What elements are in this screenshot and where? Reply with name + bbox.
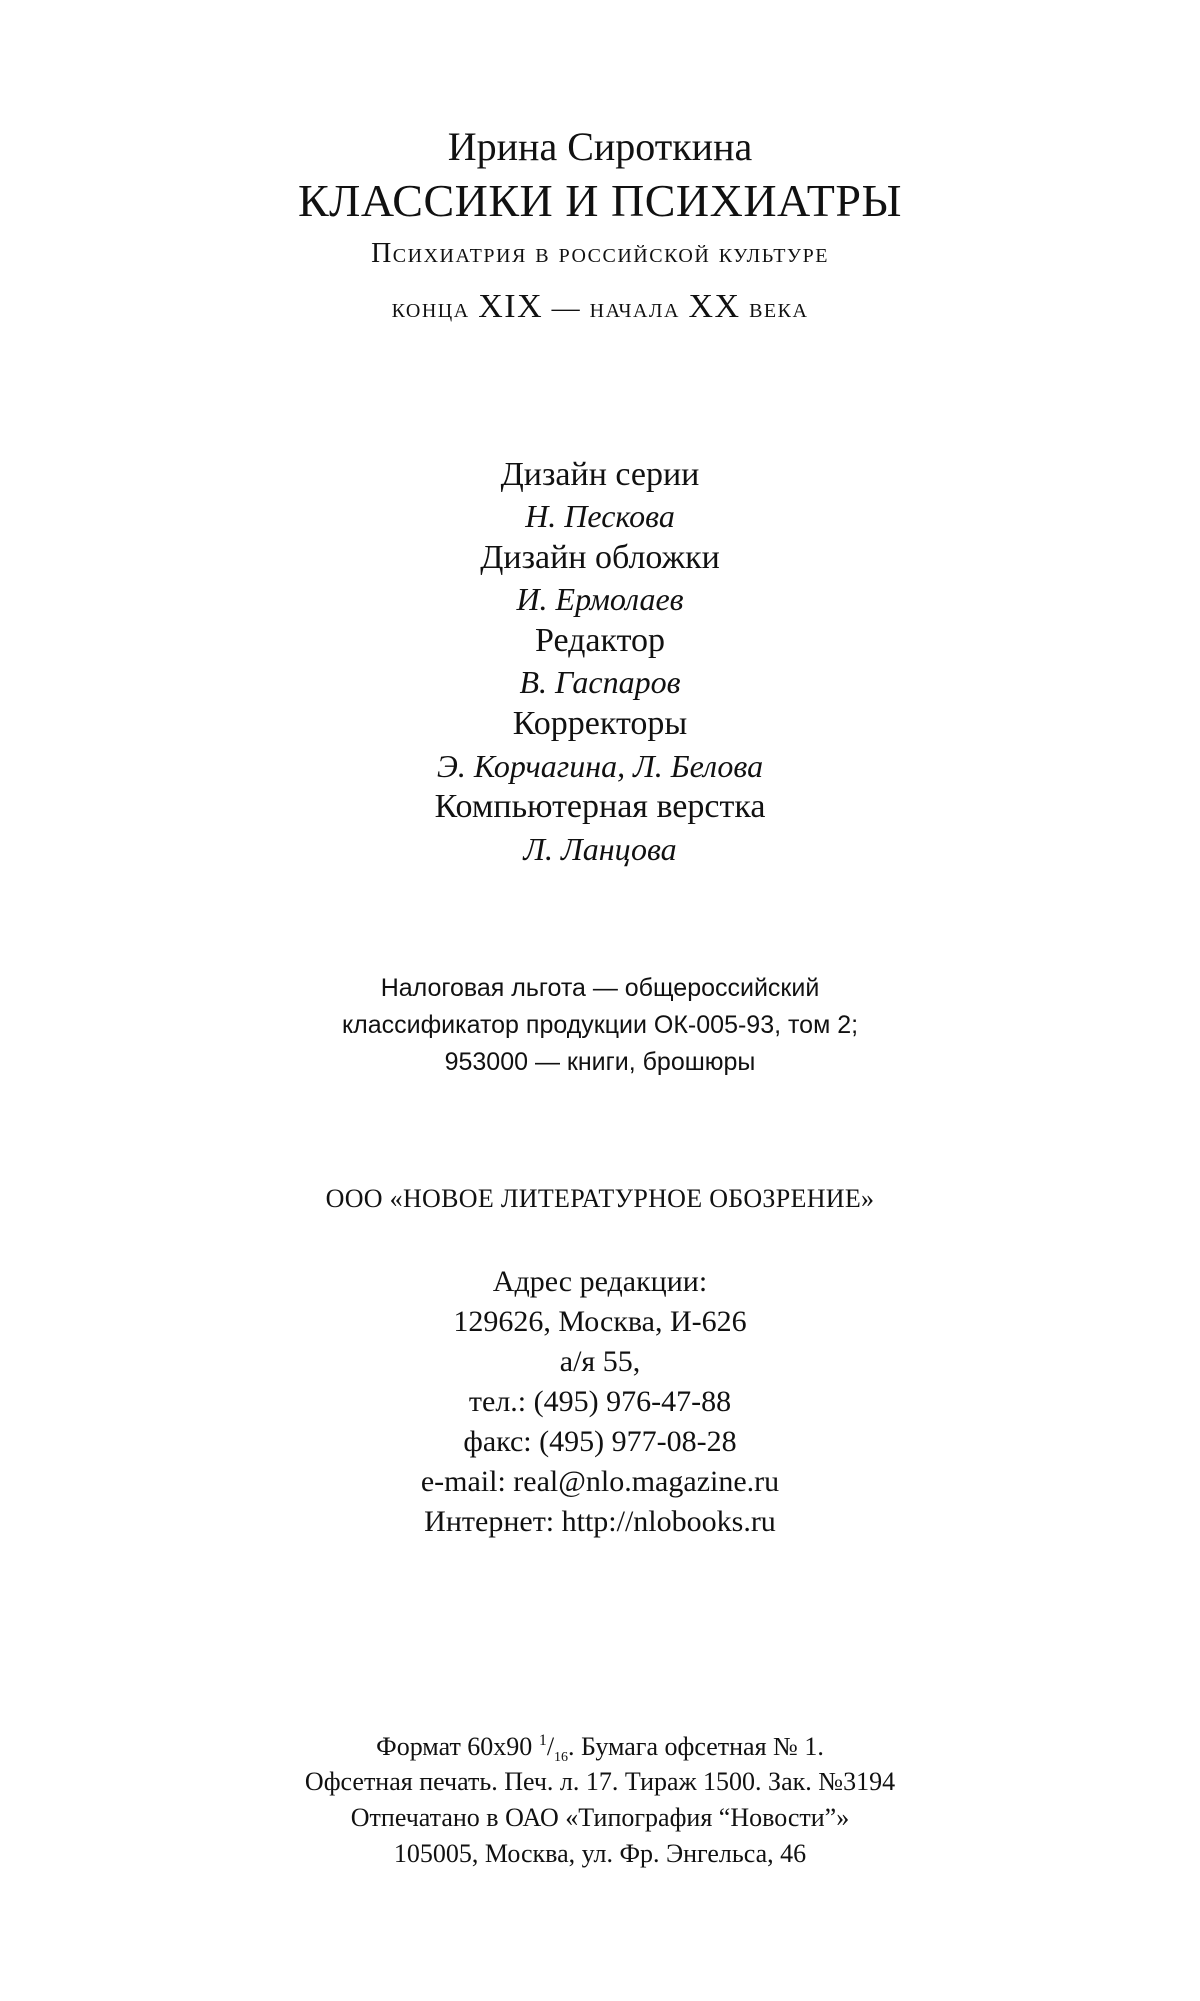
book-subtitle-line-1: Психиатрия в российской культуре [371, 238, 829, 269]
credit-name: В. Гаспаров [519, 664, 681, 700]
format-fraction-numerator: 1 [538, 1732, 547, 1749]
credit-role: Дизайн серии [500, 456, 700, 493]
credit-name: Н. Пескова [525, 498, 675, 534]
credit-role: Дизайн обложки [480, 539, 720, 576]
credit-name: Л. Ланцова [523, 831, 677, 867]
format-fraction-slash: / [546, 1732, 555, 1761]
credit-role: Компьютерная верстка [434, 788, 766, 825]
address-line: Интернет: http://nlobooks.ru [424, 1505, 776, 1538]
address-line: Адрес редакции: [492, 1265, 708, 1298]
subtitle-century-20: XX [688, 288, 741, 325]
imprint-line [0, 1733, 1200, 1765]
author-name: Ирина Сироткина [447, 124, 753, 169]
imprint-line: Офсетная печать. Печ. л. 17. Тираж 1500. Зак. №3194 [304, 1767, 896, 1796]
imprint-paper: . Бумага офсетная № 1. [568, 1732, 824, 1761]
imprint-line: 105005, Москва, ул. Фр. Энгельса, 46 [393, 1839, 807, 1868]
credit-role: Редактор [535, 622, 665, 659]
tax-note-line: классификатор продукции ОК-005-93, том 2; [341, 1011, 859, 1039]
address-line: e-mail: real@nlo.magazine.ru [420, 1465, 780, 1498]
subtitle-century-19: XIX [478, 288, 544, 325]
publisher-name: ООО «НОВОЕ ЛИТЕРАТУРНОЕ ОБОЗРЕНИЕ» [325, 1184, 875, 1213]
format-fraction-denominator: 16 [554, 1750, 569, 1765]
book-subtitle-line-2 [0, 290, 1200, 324]
credit-role: Корректоры [512, 705, 688, 742]
address-line: а/я 55, [559, 1345, 641, 1378]
subtitle-part: века [749, 293, 809, 324]
address-line: факс: (495) 977-08-28 [463, 1425, 737, 1458]
imprint-format: Формат 60x90 [376, 1732, 533, 1761]
subtitle-part: — начала [551, 293, 680, 324]
imprint-line: Отпечатано в ОАО «Типография “Новости”» [350, 1803, 850, 1832]
tax-note-line: Налоговая льгота — общероссийский [380, 974, 820, 1002]
address-line: 129626, Москва, И-626 [453, 1305, 747, 1338]
credit-name: И. Ермолаев [516, 581, 684, 617]
address-line: тел.: (495) 976-47-88 [468, 1385, 732, 1418]
book-title: КЛАССИКИ И ПСИХИАТРЫ [297, 175, 903, 226]
credit-name: Э. Корчагина, Л. Белова [436, 748, 764, 784]
subtitle-part: конца [391, 293, 470, 324]
tax-note-line: 953000 — книги, брошюры [444, 1048, 756, 1076]
